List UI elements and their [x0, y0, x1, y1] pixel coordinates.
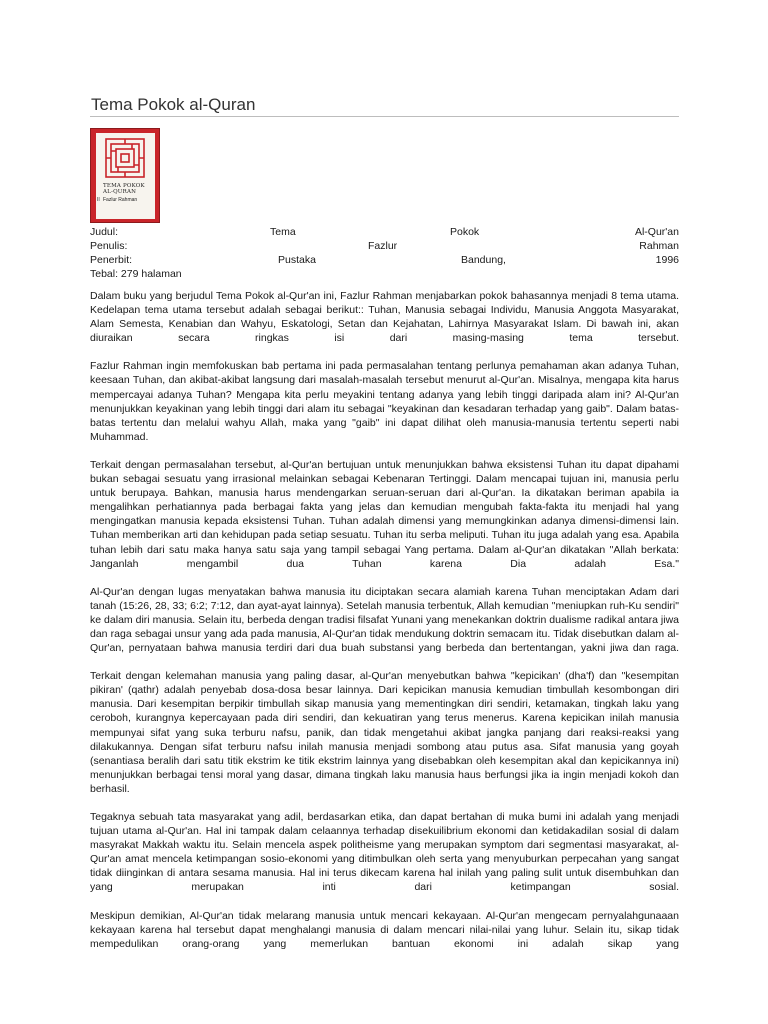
cover-title: [103, 183, 153, 195]
paragraph: Terkait dengan kelemahan manusia yang paling dasar, al-Qur'an menyebutkan bahwa "kepicikan' (dha'f) dan "kesempitan pikiran' (qathr) adalah penyebab dosa-dosa besar lainnya. Dari kepicikan manusia kemudian timbullah kesombongan diri manusia. Dari kesempitan berpikir timbullah sikap manusia yang mementingkan diri sendiri, ketamakan, tingkah laku yang ceroboh, kurangnya kepercayaan pada diri sendiri, dan kekuatiran yang terus menerus. Karena kepicikan inilah manusia mempunyai sifat yang suka terburu nafsu, panik, dan tidak mengetahui akibat jangka panjang dari reaksi-reaksi yang dilakukannya. Dengan sifat terburu nafsu inilah manusia menjadi sombong atau putus asa. Sifat manusia yang goyah (senantiasa beralih dari satu titik ekstrim ke titik ekstrim lainnya yang disebabkan oleh kesempitan akal dan kepicikannya ini) menunjukkan berbagai tensi moral yang dasar, dimana tingkah laku manusia haus berfungsi jika ia ingin menjadi kokoh dan berhasil.: [90, 670, 679, 795]
penerbit-label: Penerbit:: [90, 254, 133, 266]
judul-word-3: Al-Qur'an: [634, 226, 679, 238]
penulis-word-2: Rahman: [639, 240, 679, 252]
publisher-logo: II: [97, 197, 100, 203]
cover-author: Fazlur Rahman: [103, 197, 138, 203]
penerbit-word-3: 1996: [655, 254, 679, 266]
paragraph: Fazlur Rahman ingin memfokuskan bab pertama ini pada permasalahan tentang perlunya pemahaman akan adanya Tuhan, keesaan Tuhan, dan akibat-akibat langsung dari masalah-masalah tersebut menurut al-Qur'an. Misalnya, mengapa kita harus mempercayai adanya Tuhan? Mengapa kita perlu meyakini tentang adanya yang lebih tinggi daripada alam ini? Al-Qur'an menunjukkan keyakinan yang lebih tinggi dari alam itu sebagai "keyakinan dan kesadaran terhadap yang gaib". Dalam batas-batas tertentu dan melalui wahyu Allah, maka yang "gaib" ini dapat dilihat oleh manusia-manusia tertentu seperti nabi Muhammad.: [90, 360, 679, 443]
book-cover-image: [90, 128, 160, 223]
book-metadata: [90, 225, 679, 281]
meta-row-tebal: [90, 267, 679, 281]
judul-word-2: Pokok: [450, 226, 480, 238]
cover-title-line2: AL-QURAN: [103, 189, 137, 195]
penerbit-word-1: Pustaka: [278, 254, 316, 266]
penulis-word-1: Fazlur: [368, 240, 398, 252]
cover-title-line1: TEMA POKOK: [103, 183, 145, 189]
paragraph: Terkait dengan permasalahan tersebut, al-Qur'an bertujuan untuk menunjukkan bahwa eksistensi Tuhan itu dapat dipahami bukan sebagai sesuatu yang irrasional melainkan sebagai Kebenaran Tertinggi. Dalam mencapai tujuan ini, manusia perlu untuk berupaya. Bahkan, manusia harus mendengarkan seruan-seruan dari al-Qur'an. Ia dikatakan beriman apabila ia mengalihkan perhatiannya pada berbagai fakta yang jelas dan kemudian mengubah fakta-fakta itu menjadi hal yang mengingatkan manusia kepada eksistensi Tuhan. Tuhan adalah dimensi yang memungkinkan adanya dimensi-dimensi lain. Tuhan memberikan arti dan kehidupan pada setiap sesuatu. Tuhan itu serba meliputi. Tuhan itu juga adalah yang esa. Apabila tuhan lebih dari satu maka hanya satu saja yang tampil sebagai Yang pertama. Dalam al-Qur'an dikatakan "Allah berkata: Janganlah mengambil dua Tuhan karena Dia adalah Esa.": [90, 458, 679, 570]
penulis-label: Penulis:: [90, 240, 128, 252]
paragraph: Dalam buku yang berjudul Tema Pokok al-Qur'an ini, Fazlur Rahman menjabarkan pokok bahasannya menjadi 8 tema utama. Kedelapan tema utama tersebut adalah sebagai berikut:: Tuhan, Manusia sebagai Individu, Manusia Anggota Masyarakat, Alam Semesta, Kenabian dan Wahyu, Eskatologi, Setan dan Kejahatan, Lahirnya Masyarakat Islam. Di bawah ini, akan diuraikan secara ringkas isi dari masing-masing tema tersebut.: [90, 290, 679, 345]
judul-label: Judul:: [90, 226, 119, 238]
meta-row-penerbit: [90, 253, 679, 267]
meta-row-penulis: [90, 239, 679, 253]
article-body: [90, 289, 679, 951]
paragraph: Meskipun demikian, Al-Qur'an tidak melarang manusia untuk mencari kekayaan. Al-Qur'an mengecam pernyalahgunaaan kekayaan karena hal tersebut dapat menghalangi manusia di dalam mencari nilai-nilai yang luhur. Selain itu, sikap tidak mempedulikan orang-orang yang memerlukan bantuan ekonomi ini adalah sikap yang: [90, 909, 679, 950]
judul-word-1: Tema: [270, 226, 296, 238]
penerbit-word-2: Bandung,: [461, 254, 506, 266]
tebal-text: Tebal: 279 halaman: [90, 268, 182, 280]
meta-row-judul: [90, 225, 679, 239]
book-cover-panel: [96, 133, 155, 219]
page-title: Tema Pokok al-Quran: [91, 95, 256, 114]
paragraph: Al-Qur'an dengan lugas menyatakan bahwa manusia itu diciptakan secara alamiah karena Tuhan menciptakan Adam dari tanah (15:26, 28, 33; 6:2; 7:12, dan ayat-ayat lainnya). Setelah manusia terbentuk, Allah kemudian "meniupkan ruh-Ku sendiri" ke dalam diri manusia. Selain itu, berbeda dengan tradisi filsafat Yunani yang menekankan doktrin dualisme radikal antara jiwa dan raga sebagai unsur yang ada pada manusia, Al-Qur'an tidak mendukung doktrin semacam itu. Tidak disebutkan dalam al-Qur'an, pernyataan bahwa manusia terdiri dari dua buah substansi yang berbeda dan bertentangan, yakni jiwa dan raga.: [90, 585, 679, 655]
calligraphy-pattern-icon: [104, 137, 146, 179]
paragraph: Tegaknya sebuah tata masyarakat yang adil, berdasarkan etika, dan dapat bertahan di muka bumi ini adalah yang menjadi tujuan utama al-Qur'an. Hal ini tampak dalam celaannya terhadap disekuilibrium ekonomi dan ketidakadilan sosial di dalam masyrakat Makkah waktu itu. Selain mencela aspek politheisme yang merupakan symptom dari segmentasi masyarakat, al-Qur'an amat mencela ketimpangan sosio-ekonomi yang ditimbulkan oleh serta yang menyuburkan perpecahan yang sangat tidak diinginkan di antara sesama manusia. Hal ini terus dikecam karena hal inilah yang paling sulit untuk disembuhkan dan yang merupakan inti dari ketimpangan sosial.: [90, 811, 679, 894]
title-divider: [90, 116, 679, 117]
